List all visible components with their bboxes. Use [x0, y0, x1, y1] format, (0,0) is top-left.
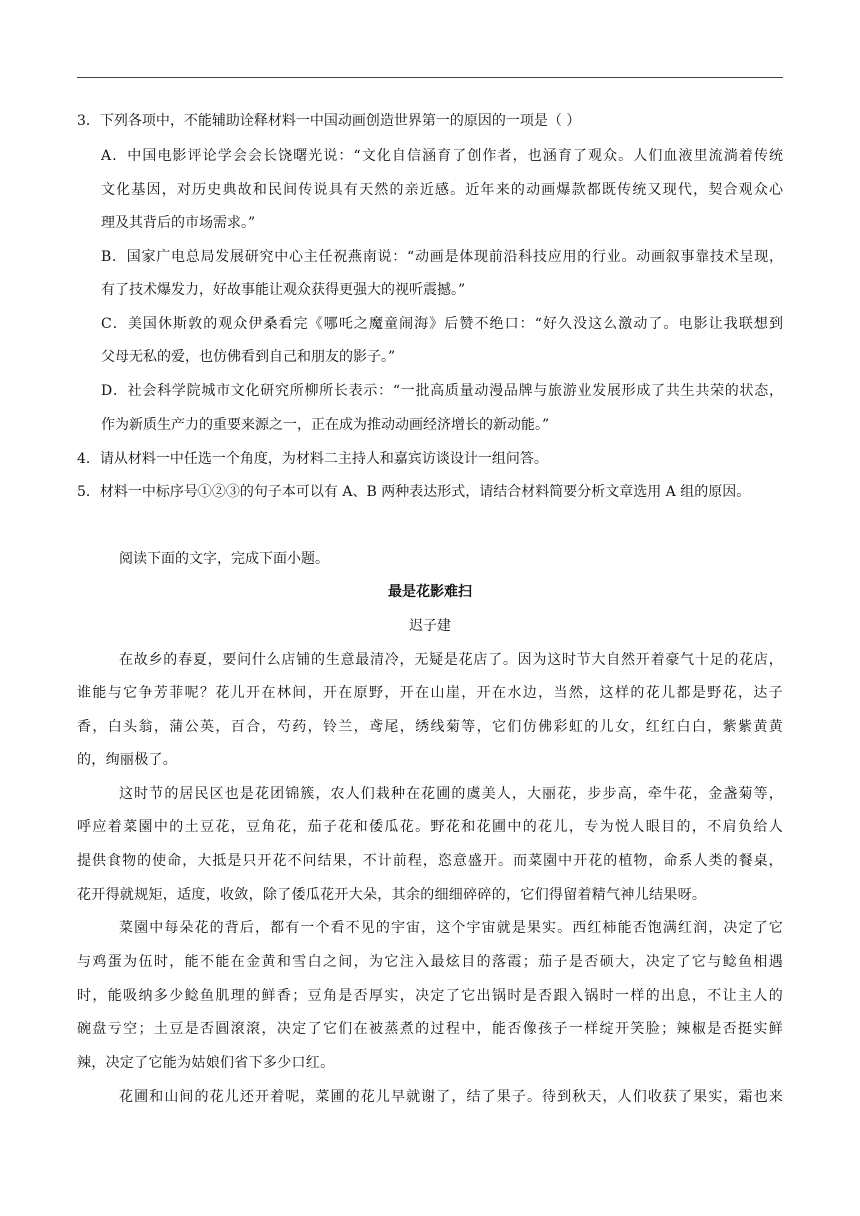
question-4: 4．请从材料一中任选一个角度，为材料二主持人和嘉宾访谈设计一组问答。: [77, 451, 548, 467]
paragraph-3-line-3: 时，能吸纳多少鲶鱼肌理的鲜香；豆角是否厚实，决定了它出锅时是否跟入锅时一样的出息，不让主人的: [77, 988, 783, 1004]
paragraph-2-line-1: 这时节的居民区也是花团锦簇，农人们栽种在花圃的虞美人，大丽花，步步高，牵牛花，金盏菊等，: [119, 786, 783, 802]
article-author: 迟子建: [409, 618, 451, 634]
paragraph-3-line-5: 辣，决定了它能为姑娘们省下多少口红。: [77, 1055, 335, 1071]
paragraph-4-line-1: 花圃和山间的花儿还开着呢，菜圃的花儿早就谢了，结了果子。待到秋天，人们收获了果实，霜也来: [119, 1089, 783, 1105]
paragraph-3-line-4: 碗盘亏空；土豆是否圓滾滾，决定了它们在被蒸煮的过程中，能否像孩子一样绽开笑脸；辣椒是否挺实鲜: [77, 1021, 783, 1037]
paragraph-1-line-2: 谁能与它争芳菲呢？花儿开在林间，开在原野，开在山崖，开在水边，当然，这样的花儿都是野花，达子: [77, 685, 783, 701]
option-a-line-3: 理及其背后的市场需求。”: [101, 215, 256, 231]
paragraph-3-line-2: 与鸡蛋为伍时，能不能在金黄和雪白之间，为它注入最炫目的落霞；茄子是否硕大，决定了它与鲶鱼相遇: [77, 954, 783, 970]
paragraph-2-line-3: 提供食物的使命，大抵是只开花不问结果，不计前程，恣意盛开。而菜園中开花的植物，命系人类的餐桌，: [77, 853, 783, 869]
article-title: 最是花影难扫: [388, 584, 472, 600]
paragraph-1-line-3: 香，白头翁，蒲公英，百合，芍药，铃兰，鸢尾，绣线菊等，它们仿佛彩虹的儿女，红红白白，紫紫黄黄: [77, 719, 783, 735]
option-a-line-2: 文化基因，对历史典故和民间传说具有天然的亲近感。近年来的动画爆款都既传统又现代，契合观众心: [101, 182, 783, 198]
option-c-line-2: 父母无私的爱，也仿佛看到自己和朋友的影子。”: [101, 349, 396, 365]
paragraph-3-line-1: 菜園中每朵花的背后，都有一个看不见的宇宙，这个宇宙就是果实。西红柿能否饱满红润，决定了它: [119, 920, 783, 936]
option-b-line-1: B．国家广电总局发展研究中心主任祝燕南说：“动画是体现前沿科技应用的行业。动画叙事靠技术呈现，: [101, 249, 783, 265]
question-3-stem: 3．下列各项中，不能辅助诠释材料一中国动画创造世界第一的原因的一项是（ ）: [77, 113, 581, 129]
question-5: 5．材料一中标序号①②③的句子本可以有 A、B 两种表达形式，请结合材料简要分析文章选用 A 组的原因。: [77, 484, 751, 500]
option-a-line-1: A．中国电影评论学会会长饶曙光说：“文化自信涵育了创作者，也涵育了观众。人们血液里流淌着传统: [101, 148, 783, 164]
option-b-line-2: 有了技术爆发力，好故事能让观众获得更强大的视听震撼。”: [101, 282, 466, 298]
paragraph-2-line-2: 呼应着菜園中的土豆花，豆角花，茄子花和倭瓜花。野花和花圃中的花儿，专为悦人眼目的，不肩负给人: [77, 819, 783, 835]
reading-instruction: 阅读下面的文字，完成下面小题。: [119, 551, 329, 567]
option-d-line-2: 作为新质生产力的重要来源之一，正在成为推动动画经济增长的新动能。”: [101, 417, 550, 433]
paragraph-1-line-1: 在故乡的春夏，要问什么店铺的生意最清冷，无疑是花店了。因为这时节大自然开着豪气十足的花店，: [119, 652, 783, 668]
paragraph-1-line-4: 的，绚丽极了。: [77, 752, 178, 768]
option-c-line-1: C．美国休斯敦的观众伊桑看完《哪吒之魔童闹海》后赞不绝口：“好久没这么激动了。电影让我联想到: [101, 316, 783, 332]
option-d-line-1: D．社会科学院城市文化研究所柳所长表示：“一批高质量动漫品牌与旅游业发展形成了共生共荣的状态，: [101, 383, 783, 399]
header-rule: [77, 77, 783, 78]
paragraph-2-line-4: 花开得就规矩，适度，收敛，除了倭瓜花开大朵，其余的细细碎碎的，它们得留着精气神儿结果呀。: [77, 887, 707, 903]
